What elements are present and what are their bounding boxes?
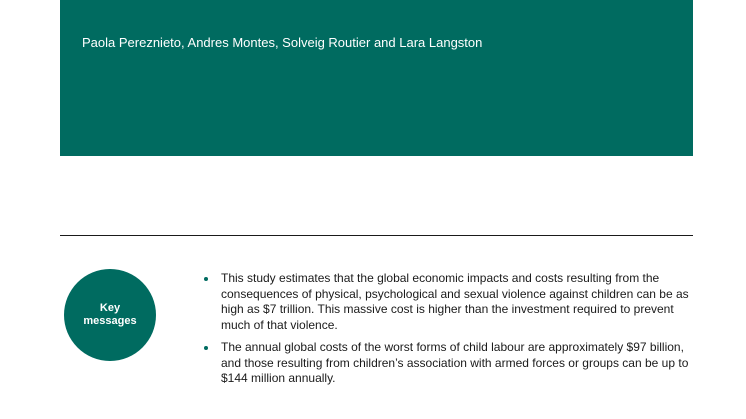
- key-message-text: The annual global costs of the worst forms of child labour are approximately $97 billion, and those resulting from children’s association with armed forces or groups can be up to $144 million annually.: [221, 340, 689, 385]
- author-list: Paola Pereznieto, Andres Montes, Solveig Routier and Lara Langston: [82, 35, 483, 50]
- header-banner: [60, 0, 693, 156]
- bullet-icon: [204, 346, 208, 350]
- key-message-item: [204, 271, 694, 333]
- key-message-text: This study estimates that the global economic impacts and costs resulting from the consequences of physical, psychological and sexual violence against children can be as high as $7 trillion. This massive cost is higher than the investment required to prevent much of that violence.: [221, 271, 689, 332]
- key-messages-list: [204, 271, 694, 394]
- key-messages-label-line1: Key: [99, 302, 121, 314]
- key-message-item: [204, 340, 694, 387]
- bullet-icon: [204, 277, 208, 281]
- key-messages-label-line2: messages: [83, 315, 137, 327]
- section-divider: [60, 235, 693, 236]
- key-messages-badge: [64, 269, 156, 361]
